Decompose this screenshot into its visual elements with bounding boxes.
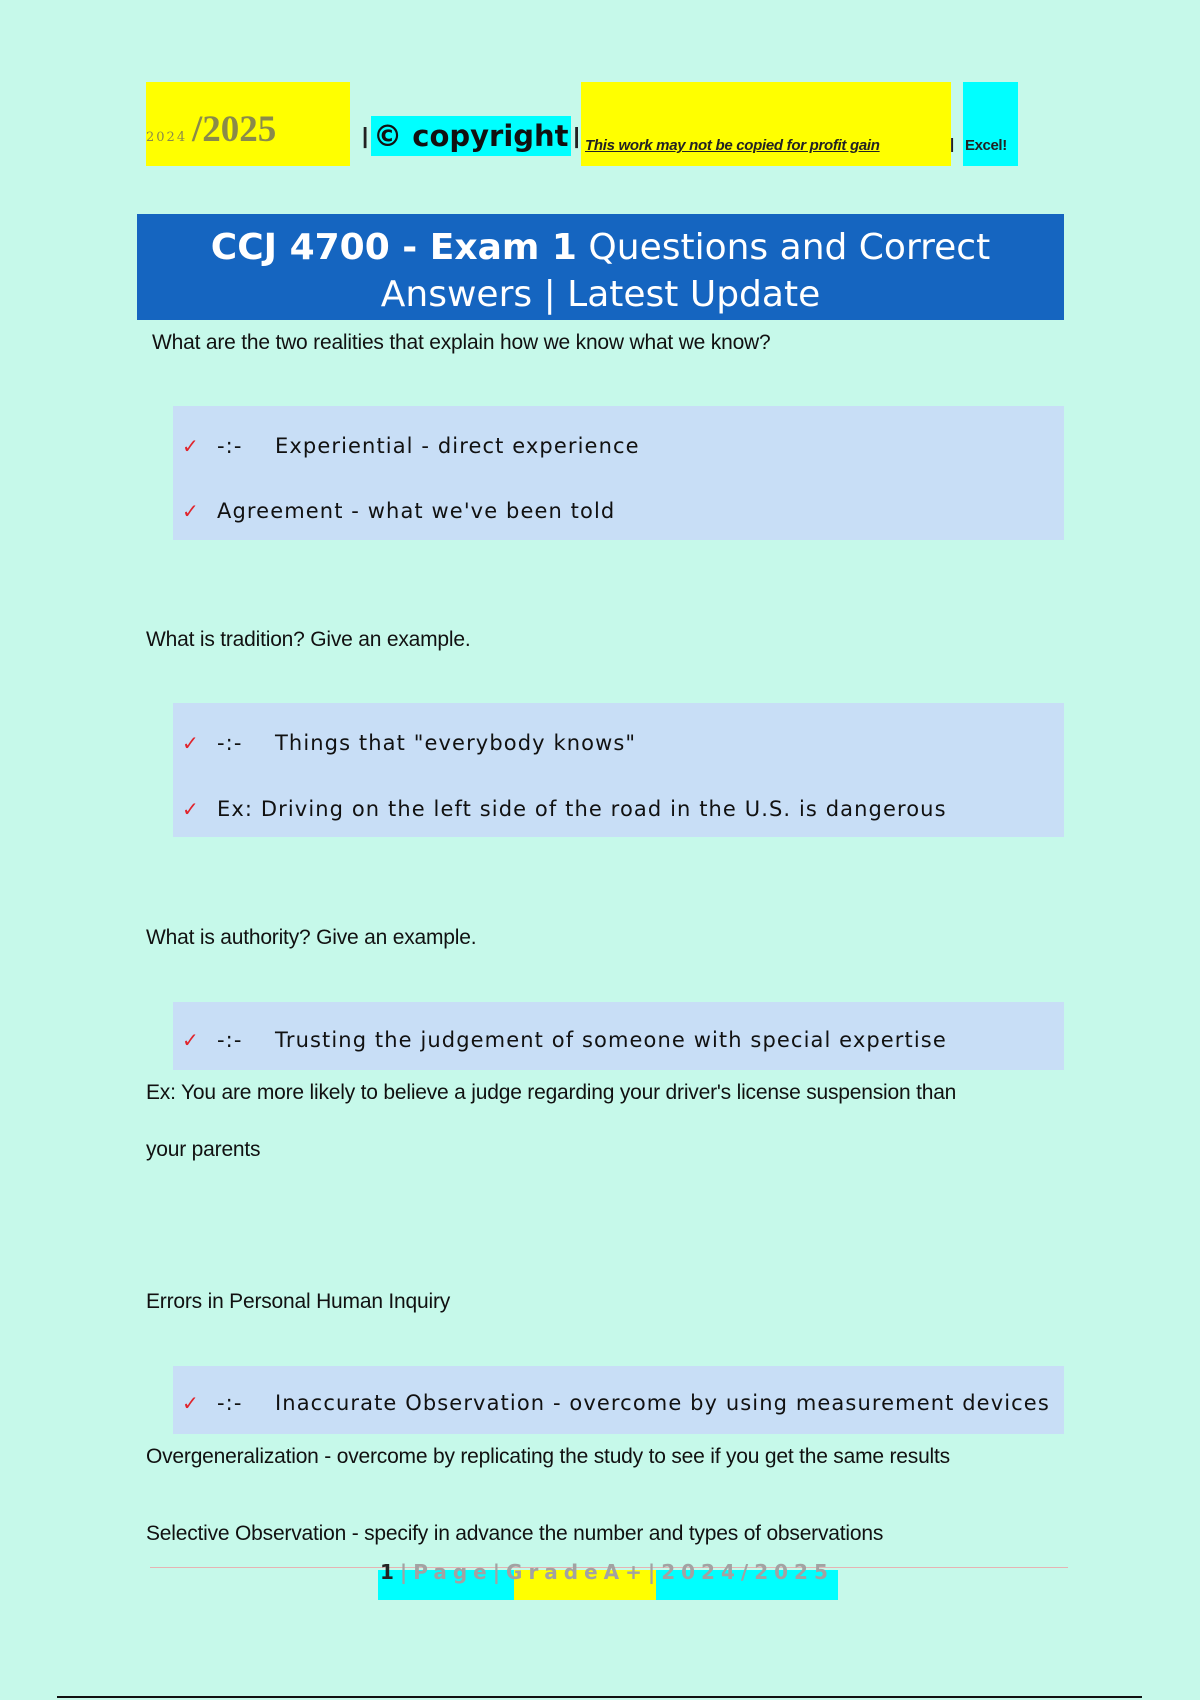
pipe-separator: | — [950, 136, 955, 153]
answer-marker: -:- — [217, 434, 243, 458]
excel-text: Excel! — [965, 137, 1007, 154]
question-3: What is authority? Give an example. — [146, 926, 477, 949]
year-small: 2024 — [146, 130, 188, 145]
answer-continuation: Ex: You are more likely to believe a judge regarding your driver's license suspension than — [146, 1081, 957, 1104]
answer-marker: -:- — [217, 1028, 243, 1052]
answer-marker: -:- — [217, 731, 243, 755]
answer-item — [173, 1383, 1050, 1423]
page-number: 1 — [380, 1560, 400, 1584]
document-title — [137, 214, 1064, 320]
answer-text: Inaccurate Observation - overcome by using measurement devices — [275, 1391, 1050, 1415]
answer-box-1 — [173, 406, 1064, 540]
copyright-text: © copyright — [371, 116, 570, 156]
page-footer — [380, 1560, 838, 1584]
bottom-rule — [57, 1696, 1142, 1698]
answer-box-2 — [173, 703, 1064, 837]
answer-continuation: Overgeneralization - overcome by replicating the study to see if you get the same results — [146, 1445, 950, 1468]
answer-marker: -:- — [217, 1391, 243, 1415]
year-label — [146, 82, 350, 166]
pipe-right: | — [573, 123, 580, 148]
excel-badge — [963, 82, 1018, 166]
answer-item — [173, 426, 640, 466]
answer-item — [173, 723, 636, 763]
title-bold: CCJ 4700 - Exam 1 — [210, 227, 577, 268]
check-icon: ✓ — [182, 797, 199, 821]
answer-text: Ex: Driving on the left side of the road in the U.S. is dangerous — [217, 797, 947, 821]
copyright-label — [359, 114, 583, 158]
check-icon: ✓ — [182, 731, 199, 755]
copy-notice — [581, 82, 951, 166]
footer-text: |Page|GradeA+|2024/2025 — [399, 1560, 834, 1584]
answer-continuation: your parents — [146, 1138, 261, 1161]
check-icon: ✓ — [182, 1391, 199, 1415]
answer-text: Trusting the judgement of someone with special expertise — [275, 1028, 947, 1052]
check-icon: ✓ — [182, 434, 199, 458]
year-big: /2025 — [192, 109, 277, 150]
question-1: What are the two realities that explain how we know what we know? — [152, 331, 771, 354]
answer-text: Things that "everybody knows" — [275, 731, 637, 755]
answer-text: Agreement - what we've been told — [217, 499, 616, 523]
answer-text: Experiential - direct experience — [275, 434, 640, 458]
copy-notice-text: This work may not be copied for profit gain — [585, 137, 880, 154]
pipe-left: | — [362, 123, 369, 148]
check-icon: ✓ — [182, 1028, 199, 1052]
question-4: Errors in Personal Human Inquiry — [146, 1290, 451, 1313]
check-icon: ✓ — [182, 499, 199, 523]
answer-box-4 — [173, 1366, 1064, 1434]
answer-item — [173, 1020, 947, 1060]
question-2: What is tradition? Give an example. — [146, 628, 471, 651]
answer-continuation: Selective Observation - specify in advance the number and types of observations — [146, 1522, 884, 1545]
title-rest: Questions and Correct Answers | Latest Update — [380, 227, 991, 315]
answer-box-3 — [173, 1002, 1064, 1070]
answer-item — [173, 491, 615, 531]
answer-item — [173, 789, 947, 829]
